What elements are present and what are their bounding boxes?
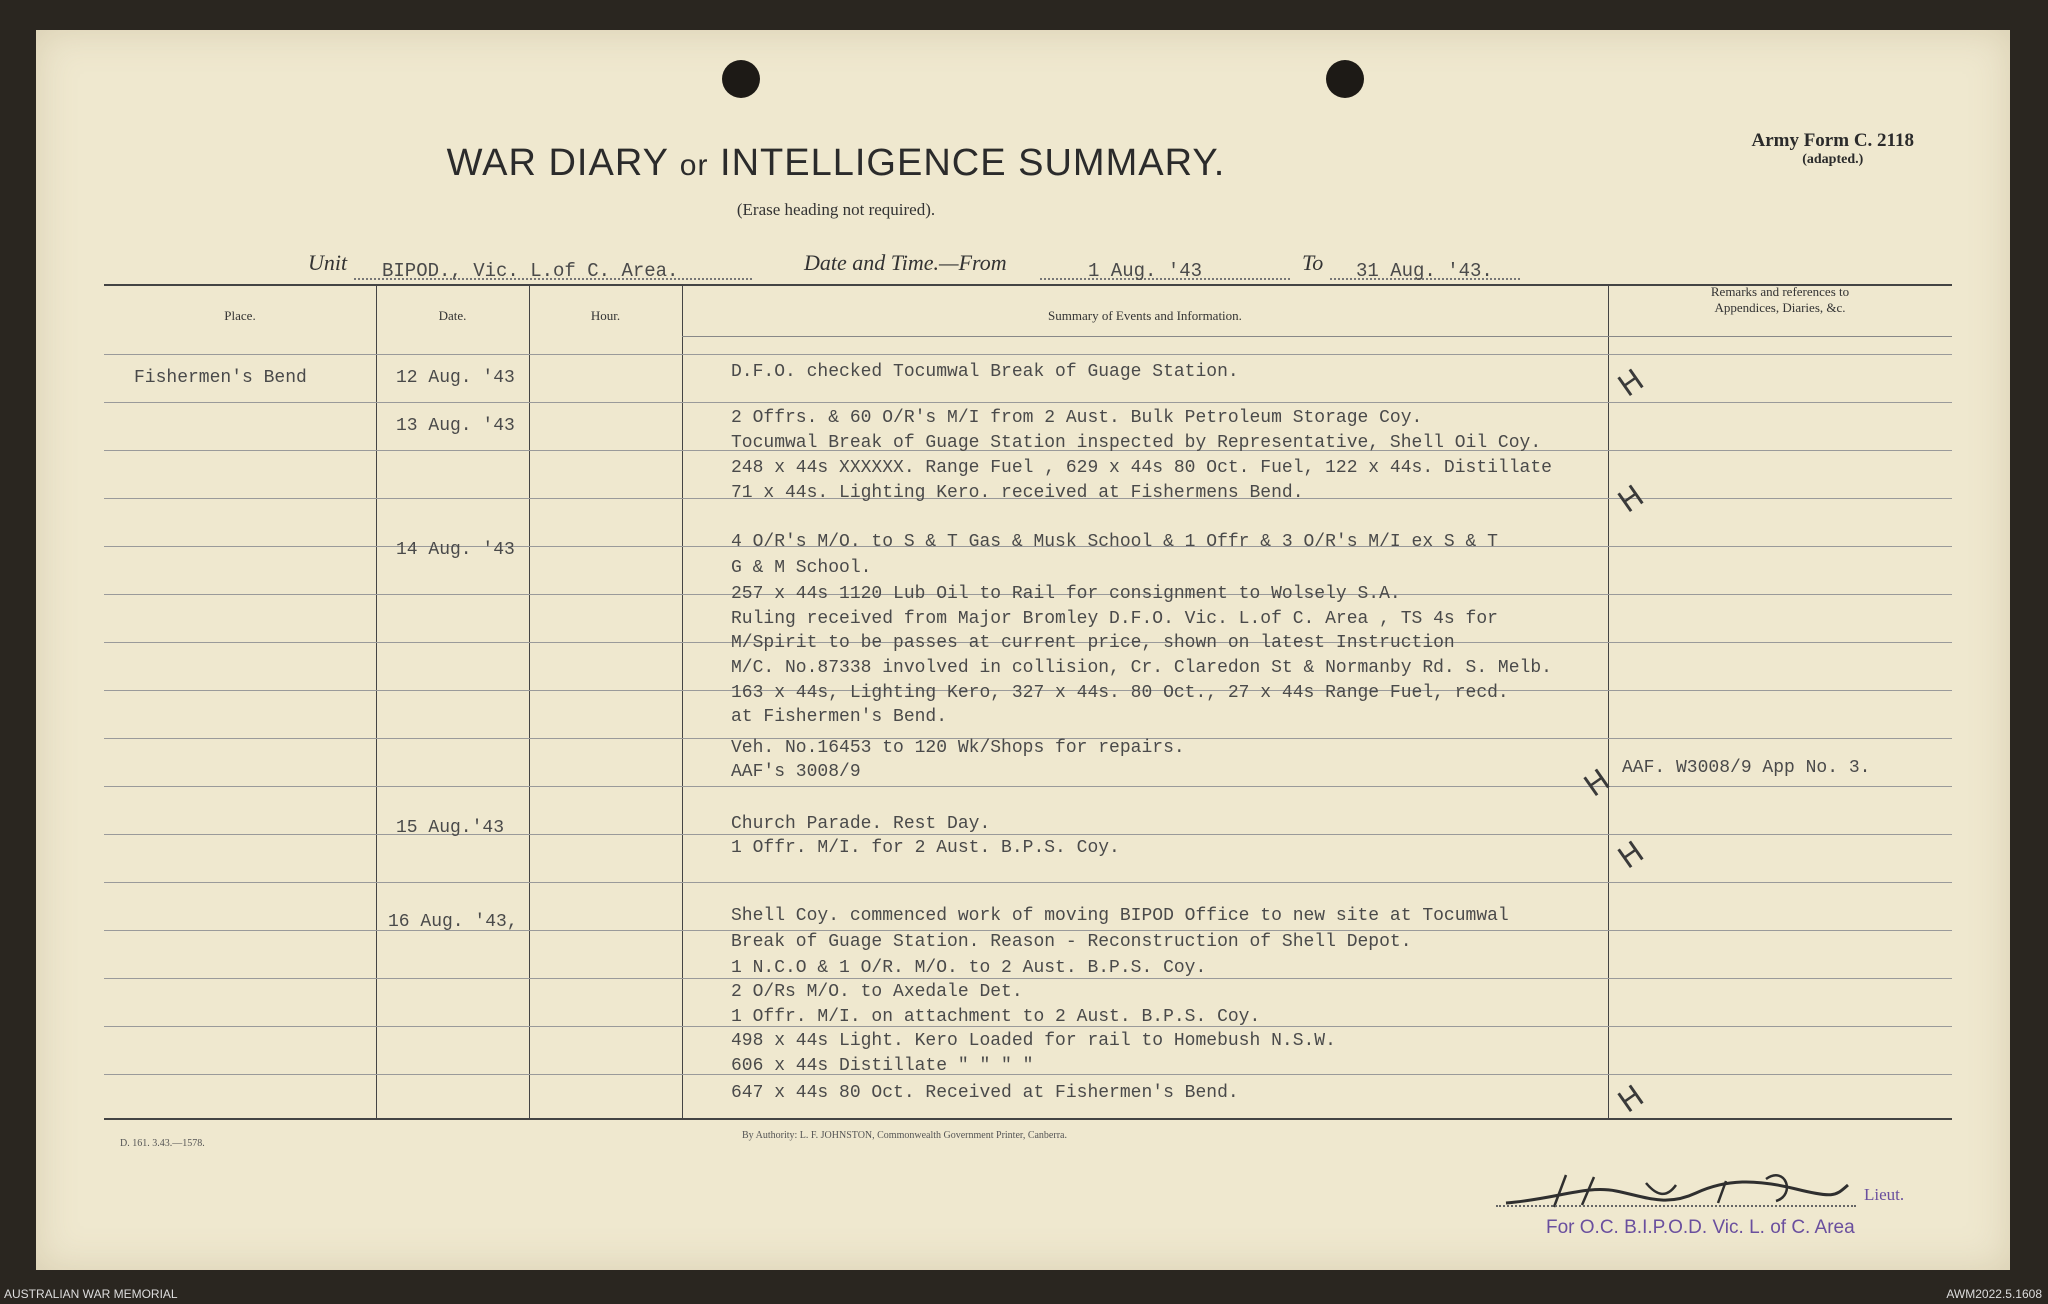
date-to-label: To xyxy=(1302,250,1324,275)
unit-label: Unit xyxy=(308,250,348,275)
entry-summary-line: 71 x 44s. Lighting Kero. received at Fishermens Bend. xyxy=(731,483,1304,503)
entry-summary-line: 4 O/R's M/O. to S & T Gas & Musk School & 1 Offr & 3 O/R's M/I ex S & T xyxy=(731,532,1498,552)
army-form-number: Army Form C. 2118 xyxy=(1751,130,1914,151)
erase-heading-note: (Erase heading not required). xyxy=(736,200,936,219)
column-divider-place xyxy=(376,284,377,1120)
entry-date: 14 Aug. '43 xyxy=(396,540,515,560)
entry-place: Fishermen's Bend xyxy=(134,368,307,388)
punch-hole-right xyxy=(1326,60,1364,98)
entry-summary-line: Church Parade. Rest Day. xyxy=(731,814,991,834)
entry-summary-line: D.F.O. checked Tocumwal Break of Guage Station. xyxy=(731,362,1239,382)
entry-summary-line: 647 x 44s 80 Oct. Received at Fishermen's Bend. xyxy=(731,1083,1239,1103)
header-underline-remarks xyxy=(1608,336,1952,337)
entry-date: 16 Aug. '43, xyxy=(388,912,518,932)
entry-summary-line: Shell Coy. commenced work of moving BIPOD Office to new site at Tocumwal xyxy=(731,906,1509,926)
initials-mark: H xyxy=(1578,762,1617,805)
date-from-value: 1 Aug. '43 xyxy=(1088,260,1203,282)
entry-summary-line: Veh. No.16453 to 120 Wk/Shops for repairs. xyxy=(731,738,1185,758)
row-rule xyxy=(104,786,1952,787)
row-rule xyxy=(104,402,1952,403)
entry-summary-line: 1 N.C.O & 1 O/R. M/O. to 2 Aust. B.P.S. Coy. xyxy=(731,958,1207,978)
column-header-remarks xyxy=(1608,284,1952,316)
remarks-header-line-2: Appendices, Diaries, &c. xyxy=(1714,300,1846,315)
initials-mark: H xyxy=(1612,834,1651,877)
column-divider-hour xyxy=(682,284,683,1120)
entry-summary-line: G & M School. xyxy=(731,558,872,578)
column-header-summary: Summary of Events and Information. xyxy=(1048,308,1242,323)
remarks-header-line-1: Remarks and references to xyxy=(1710,284,1850,299)
entry-summary-line: Ruling received from Major Bromley D.F.O. Vic. L.of C. Area , TS 4s for xyxy=(731,609,1498,629)
entry-summary-line: 1 Offr. M/I. on attachment to 2 Aust. B.P.S. Coy. xyxy=(731,1007,1261,1027)
rank-lieut: Lieut. xyxy=(1864,1185,1905,1204)
remarks-appendix-ref: AAF. W3008/9 App No. 3. xyxy=(1622,758,1871,778)
row-rule xyxy=(104,834,1952,835)
for-oc-stamp: For O.C. B.I.P.O.D. Vic. L. of C. Area xyxy=(1546,1217,1855,1238)
signature-dotted-line xyxy=(1496,1205,1856,1207)
unit-value: BIPOD., Vic. L.of C. Area. xyxy=(382,260,679,282)
entry-summary-line: at Fishermen's Bend. xyxy=(731,707,948,727)
column-header-date: Date. xyxy=(438,308,467,323)
date-to-value: 31 Aug. '43. xyxy=(1356,260,1493,282)
punch-hole-left xyxy=(722,60,760,98)
column-divider-date xyxy=(529,284,530,1120)
print-code: D. 161. 3.43.—1578. xyxy=(120,1138,205,1149)
column-header-hour: Hour. xyxy=(590,308,621,323)
entry-summary-line: Tocumwal Break of Guage Station inspected by Representative, Shell Oil Coy. xyxy=(731,433,1542,453)
entry-summary-line: 163 x 44s, Lighting Kero, 327 x 44s. 80 Oct., 27 x 44s Range Fuel, recd. xyxy=(731,683,1509,703)
entry-summary-line: 2 Offrs. & 60 O/R's M/I from 2 Aust. Bulk Petroleum Storage Coy. xyxy=(731,408,1423,428)
column-header-place: Place. xyxy=(224,308,256,323)
entry-date: 13 Aug. '43 xyxy=(396,416,515,436)
title-intelligence-summary: INTELLIGENCE SUMMARY. xyxy=(720,142,1226,184)
army-form-adapted: (adapted.) xyxy=(1802,152,1864,167)
title-or: or xyxy=(679,149,709,182)
table-bottom-rule xyxy=(104,1118,1952,1120)
document-page xyxy=(36,30,2010,1270)
entry-summary-line: 606 x 44s Distillate " " " " xyxy=(731,1056,1034,1076)
signature-block xyxy=(1496,1155,1926,1238)
entry-summary-line: 1 Offr. M/I. for 2 Aust. B.P.S. Coy. xyxy=(731,838,1120,858)
entry-summary-line: Break of Guage Station. Reason - Reconstruction of Shell Depot. xyxy=(731,932,1412,952)
entry-summary-line: AAF's 3008/9 xyxy=(731,762,861,782)
entry-summary-line: M/C. No.87338 involved in collision, Cr. Claredon St & Normanby Rd. S. Melb. xyxy=(731,658,1552,678)
archive-strip xyxy=(0,1284,2048,1304)
header-underline-summary xyxy=(682,336,1608,337)
entry-summary-line: 248 x 44s XXXXXX. Range Fuel , 629 x 44s 80 Oct. Fuel, 122 x 44s. Distillate xyxy=(731,458,1552,478)
army-form-label xyxy=(1751,130,1914,168)
date-from-label: Date and Time.—From xyxy=(804,250,1007,275)
column-divider-summary xyxy=(1608,284,1609,1120)
entry-summary-line: M/Spirit to be passes at current price, shown on latest Instruction xyxy=(731,633,1455,653)
entry-date: 15 Aug.'43 xyxy=(396,818,505,838)
printer-authority: By Authority: L. F. JOHNSTON, Commonwealth Government Printer, Canberra. xyxy=(742,1130,1067,1141)
row-rule xyxy=(104,354,1952,355)
initials-mark: H xyxy=(1612,362,1651,405)
archive-reference: AWM2022.5.1608 xyxy=(1946,1287,2042,1301)
entry-summary-line: 2 O/Rs M/O. to Axedale Det. xyxy=(731,982,1023,1002)
archive-name: AUSTRALIAN WAR MEMORIAL xyxy=(4,1287,178,1301)
row-rule xyxy=(104,882,1952,883)
entry-summary-line: 257 x 44s 1120 Lub Oil to Rail for consignment to Wolsely S.A. xyxy=(731,584,1401,604)
entry-summary-line: 498 x 44s Light. Kero Loaded for rail to Homebush N.S.W. xyxy=(731,1031,1336,1051)
page-title xyxy=(36,142,1636,185)
initials-mark: H xyxy=(1612,1078,1651,1121)
initials-mark: H xyxy=(1612,478,1651,521)
title-war-diary: WAR DIARY xyxy=(446,142,669,184)
entry-date: 12 Aug. '43 xyxy=(396,368,515,388)
